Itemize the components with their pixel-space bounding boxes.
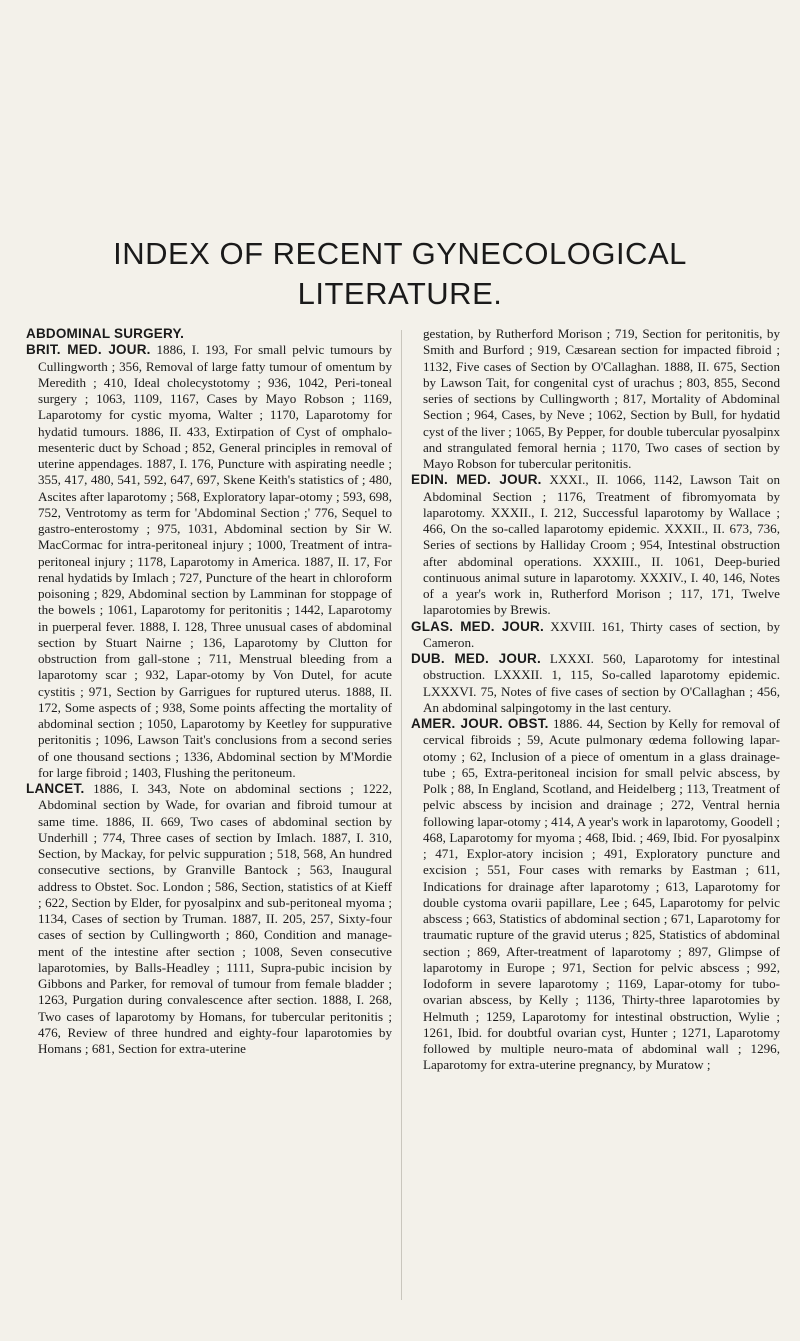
entry-text: 1886. 44, Section by Kelly for removal of cervical fibroids ; 59, Acute pulmonary œdema following lapar-otomy ; 62, Inclusion of a piece of omentum in a glass drainage-tube ; 65, Extra-peritoneal incision for small pelvic abscess, by Polk ; 88, In England, Scotland, and Heidelberg ; 113, Treatment of pelvic abscess by incision and drainage ; 272, Ventral hernia following lapar-otomy ; 414, A year's work in laparotomy, Goodell ; 468, Laparotomy for myoma ; 468, Ibid. ; 469, Ibid. For pyosalpinx ; 471, Explor-atory incision ; 491, Exploratory puncture and excision ; 551, Four cases with remarks by Eastman ; 611, Indications for drainage after laparotomy ; 613, Laparotomy for double cystoma ovarii papillare, Lee ; 645, Laparotomy for pelvic abscess ; 663, Statistics of abdominal section ; 671, Laparotomy for traumatic rupture of the gravid uterus ; 825, Statistics of abdominal section ; 869, After-treatment of laparotomy ; 897, Glimpse of laparotomy in Europe ; 971, Section for pelvic abscess ; 992, Iodoform in severe laparotomy ; 1169, Lapar-otomy for tubo-ovarian abscess, by Kelly ; 1136, Thirty-three laparotomies by Helmuth ; 1259, Laparotomy for intestinal obstruction, Wylie ; 1261, Ibid. for doubtful ovarian cyst, Hunter ; 1271, Laparotomy followed by multiple neuro-mata of abdominal wall ; 1296, Laparotomy for extra-uterine pregnancy, by Muratow ; xyxy=(423,716,780,1073)
entry-text: XXXI., II. 1066, 1142, Lawson Tait on Abdominal Section ; 1176, Treatment of fibromyomata by laparotomy. XXXII., I. 212, Successful laparotomy by Wallace ; 466, On the so-called laparotomy epidemic. XXXII., II. 673, 736, Series of sections by Halliday Croom ; 954, Intestinal obstruction after abdominal operations. XXXIII., II. 1061, Deep-buried continuous animal suture in laparotomy. XXXIV., I. 40, 146, Notes of a year's work in, Rutherford Morison ; 117, 171, Twelve laparotomies by Brewis. xyxy=(423,472,780,618)
entry-lancet xyxy=(26,781,392,1057)
page-title-line-1: INDEX OF RECENT GYNECOLOGICAL xyxy=(113,236,687,271)
journal-name: GLAS. MED. JOUR. xyxy=(411,618,544,634)
journal-name: AMER. JOUR. OBST. xyxy=(411,716,549,731)
entry-dub-med-jour xyxy=(411,651,780,716)
entry-glas-med-jour xyxy=(411,619,780,652)
entry-text: 1886, I. 343, Note on abdominal sections ; 1222, Abdominal section by Wade, for ovarian and fibroid tumour at same time. 1886, II. 669, Two cases of abdominal section by Underhill ; 774, Three cases of section by Imlach. 1887, I. 310, Section, by Mackay, for pelvic suppuration ; 518, 568, An hundred consecutive sections, by Granville Bantock ; 563, Inaugural address to Obstet. Soc. London ; 586, Section, statistics of at Kieff ; 622, Section by Elder, for pyosalpinx and sub-peritoneal myoma ; 1134, Cases of section by Truman. 1887, II. 205, 257, Sixty-four cases of section by Cullingworth ; 860, Condition and manage-ment of the intestine after section ; 1008, Seven consecutive laparotomies, by Balls-Headley ; 1111, Supra-pubic incision by Gibbons and Parker, for removal of tumour from female bladder ; 1263, Purgation during convalescence after section. 1888, I. 268, Two cases of laparotomy by Homans, for tubercular peritonitis ; 476, Review of three hundred and eighty-four laparotomies by Homans ; 681, Section for extra-uterine xyxy=(38,781,393,1056)
entry-brit-med-jour xyxy=(26,342,392,781)
journal-name: DUB. MED. JOUR. xyxy=(411,651,541,666)
entry-text: 1886, I. 193, For small pelvic tumours by Cullingworth ; 356, Removal of large fatty tumour of omentum by Meredith ; 410, Ideal cholecystotomy ; 936, 1042, Peri-toneal surgery ; 1063, 1109, 1167, Cases by Mayo Robson ; 1169, Laparotomy for cystic myoma, Walter ; 1170, Laparotomy for hydatid tumours. 1886, II. 433, Extirpation of Cyst of omphalo-mesenteric duct by Schoad ; 852, General principles in removal of uterine appendages. 1887, I. 176, Puncture with aspirating needle ; 355, 417, 480, 541, 592, 647, 697, Skene Keith's statistics of ; 480, Ascites after laparotomy ; 568, Exploratory lapar-otomy ; 593, 698, 752, Ventrotomy as term for 'Abdominal Section ;' 776, Sequel to gastro-enterostomy ; 975, 1031, Abdominal section by Sir W. MacCormac for intra-peritoneal injury ; 1000, Treatment of intra-peritoneal injury ; 1178, Laparotomy in America. 1887, II. 17, For renal hydatids by Imlach ; 727, Puncture of the heart in chloroform poisoning ; 829, Abdominal section by Lamminan for stoppage of the bowels ; 1061, Laparotomy for peritonitis ; 1442, Laparotomy in puerperal fever. 1888, I. 128, Three unusual cases of abdominal section by Stuart Nairne ; 136, Laparotomy by Clutton for obstruction from gall-stone ; 711, Menstrual bleeding from a laparotomy scar ; 932, Lapar-otomy by Von Dutel, for acute cystitis ; 971, Section by Garrigues for ruptured uterus. 1888, II. 172, Some aspects of ; 938, Some points affecting the mortality of abdominal section ; 1050, Laparotomy by Keetley for suppurative peritonitis ; 1096, Lawson Tait's conclusions from a second series of one thousand sections ; 1336, Abdominal section by M'Mordie for large fibroid ; 1403, Flushing the peritoneum. xyxy=(38,342,392,780)
entry-edin-med-jour xyxy=(411,472,780,618)
journal-name: EDIN. MED. JOUR. xyxy=(411,472,542,488)
journal-name: BRIT. MED. JOUR. xyxy=(26,342,151,358)
entry-text: LXXXI. 560, Laparotomy for intestinal obstruction. LXXXII. 1, 115, So-called laparotomy epidemic. LXXXVI. 75, Notes of five cases of section by O'Callaghan ; 456, An abdominal salpingotomy in the last century. xyxy=(423,651,780,715)
continued-entry-text: gestation, by Rutherford Morison ; 719, Section for peritonitis, by Smith and Burford ; 919, Cæsarean section for impacted fibroid ; 1132, Five cases of Section by O'Callaghan. 1888, II. 675, Section by Lawson Tait, for congenital cyst of urachus ; 803, 855, Second series of sections by Cullingworth ; 817, Mortality of Abdominal Section ; 964, Cases, by Neve ; 1062, Section by Bull, for hydatid cyst of the liver ; 1065, By Pepper, for double tubercular pyosalpinx and strangulated femoral hernia ; 1170, Two cases of section by Mayo Robson for tubercular peritonitis. xyxy=(423,326,780,471)
left-column xyxy=(26,326,392,1057)
right-column xyxy=(411,326,780,1074)
section-heading: ABDOMINAL SURGERY. xyxy=(26,326,185,341)
column-divider xyxy=(401,330,402,1300)
journal-name: LANCET. xyxy=(26,781,85,796)
entry-text: XXVIII. 161, Thirty cases of section, by Cameron. xyxy=(423,618,780,650)
entry-amer-jour-obst xyxy=(411,716,780,1074)
page-title-line-2: LITERATURE. xyxy=(297,276,503,311)
